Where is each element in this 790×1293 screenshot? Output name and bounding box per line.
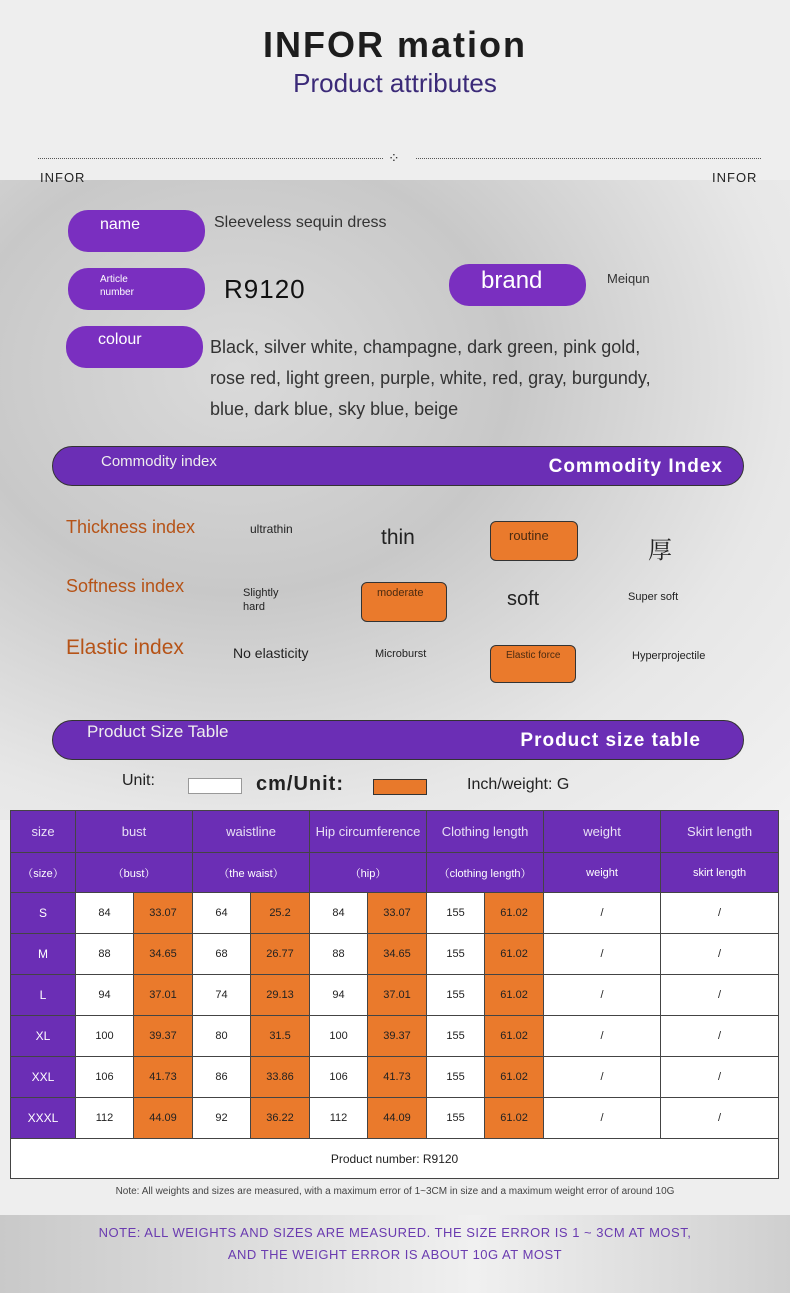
cell-waist-cm: 92 — [193, 1098, 251, 1139]
cell-hip-in: 41.73 — [368, 1057, 427, 1098]
subheader-size: （size） — [11, 853, 76, 893]
table-row — [11, 893, 779, 934]
table-footer-row — [11, 1139, 779, 1179]
subheader-waist: （the waist） — [193, 853, 310, 893]
colour-line-2: rose red, light green, purple, white, red, gray, burgundy, — [210, 368, 651, 388]
elastic-index-label: Elastic index — [66, 636, 184, 659]
note-big-line-2: AND THE WEIGHT ERROR IS ABOUT 10G AT MOST — [227, 1247, 563, 1262]
unit-label: Unit: — [122, 772, 155, 789]
cell-len-in: 61.02 — [485, 1016, 544, 1057]
note-big — [0, 1222, 790, 1266]
cell-hip-cm: 112 — [310, 1098, 368, 1139]
inch-weight-label: Inch/weight: G — [467, 776, 570, 793]
infor-label-right: INFOR — [712, 170, 758, 185]
product-size-table-bar — [52, 720, 744, 760]
article-label-line2: number — [100, 287, 134, 298]
softness-option-4: Super soft — [628, 591, 679, 603]
product-number: Product number: R9120 — [11, 1139, 779, 1179]
thickness-option-1: ultrathin — [250, 522, 293, 536]
size-table-right-label: Product size table — [520, 730, 701, 751]
header-waistline: waistline — [193, 811, 310, 853]
header-clothing-length: Clothing length — [427, 811, 544, 853]
thickness-option-4: 厚 — [648, 537, 672, 564]
cell-weight: / — [544, 1016, 661, 1057]
subheader-skirt-length: skirt length — [661, 853, 779, 893]
note-big-line-1: NOTE: ALL WEIGHTS AND SIZES ARE MEASURED. THE SIZE ERROR IS 1 ~ 3CM AT MOST, — [98, 1225, 692, 1240]
table-row — [11, 934, 779, 975]
name-pill — [68, 210, 205, 252]
cell-skirt: / — [661, 1098, 779, 1139]
cell-hip-cm: 100 — [310, 1016, 368, 1057]
cell-hip-cm: 106 — [310, 1057, 368, 1098]
elastic-option-selected: Elastic force — [490, 645, 576, 683]
thickness-option-selected: routine — [490, 521, 578, 561]
cm-unit-label: cm/Unit: — [256, 773, 344, 795]
cell-len-in: 61.02 — [485, 1098, 544, 1139]
softness-option-3: soft — [507, 588, 540, 610]
size-table — [10, 810, 779, 1179]
elastic-option-1: No elasticity — [233, 645, 309, 661]
cell-size: XXL — [11, 1057, 76, 1098]
cell-bust-cm: 100 — [76, 1016, 134, 1057]
article-number-value: R9120 — [224, 274, 306, 304]
cell-waist-cm: 80 — [193, 1016, 251, 1057]
divider-right — [416, 158, 761, 159]
cell-len-in: 61.02 — [485, 1057, 544, 1098]
header-bust: bust — [76, 811, 193, 853]
cell-waist-in: 31.5 — [251, 1016, 310, 1057]
cell-waist-cm: 86 — [193, 1057, 251, 1098]
subheader-weight: weight — [544, 853, 661, 893]
thickness-index-label: Thickness index — [66, 517, 196, 537]
cell-hip-in: 34.65 — [368, 934, 427, 975]
table-row — [11, 1057, 779, 1098]
cell-waist-cm: 74 — [193, 975, 251, 1016]
commodity-index-right-label: Commodity Index — [548, 456, 723, 477]
elastic-option-4: Hyperprojectile — [632, 650, 706, 662]
name-label: name — [100, 216, 141, 233]
colour-line-3: blue, dark blue, sky blue, beige — [210, 399, 459, 419]
cell-bust-cm: 94 — [76, 975, 134, 1016]
cell-hip-cm: 88 — [310, 934, 368, 975]
article-number-pill — [68, 268, 205, 310]
cell-size: XL — [11, 1016, 76, 1057]
colour-label: colour — [98, 331, 142, 348]
header-skirt-length: Skirt length — [661, 811, 779, 853]
commodity-index-left-label: Commodity index — [101, 453, 217, 470]
cell-bust-in: 41.73 — [134, 1057, 193, 1098]
cell-waist-in: 25.2 — [251, 893, 310, 934]
cell-hip-cm: 94 — [310, 975, 368, 1016]
cell-size: XXXL — [11, 1098, 76, 1139]
brand-label: brand — [481, 267, 543, 294]
cell-weight: / — [544, 1057, 661, 1098]
header-weight: weight — [544, 811, 661, 853]
table-header-row — [11, 811, 779, 853]
softness-index-label: Softness index — [66, 576, 185, 596]
cell-len-in: 61.02 — [485, 975, 544, 1016]
header-hip: Hip circumference — [310, 811, 427, 853]
cell-bust-cm: 112 — [76, 1098, 134, 1139]
cell-bust-cm: 106 — [76, 1057, 134, 1098]
cell-weight: / — [544, 934, 661, 975]
cell-bust-in: 33.07 — [134, 893, 193, 934]
cm-color-swatch — [188, 778, 242, 794]
brand-pill — [449, 264, 586, 306]
subheader-hip: （hip） — [310, 853, 427, 893]
cell-skirt: / — [661, 1016, 779, 1057]
subheader-bust: （bust） — [76, 853, 193, 893]
table-row — [11, 975, 779, 1016]
cell-hip-in: 39.37 — [368, 1016, 427, 1057]
cell-bust-in: 39.37 — [134, 1016, 193, 1057]
cell-size: S — [11, 893, 76, 934]
cell-len-cm: 155 — [427, 1057, 485, 1098]
note-small: Note: All weights and sizes are measured, with a maximum error of 1~3CM in size and a maximum weight error of around 10G — [115, 1186, 675, 1197]
article-label-line1: Article — [100, 274, 128, 285]
cell-waist-cm: 64 — [193, 893, 251, 934]
cell-bust-cm: 84 — [76, 893, 134, 934]
cell-len-cm: 155 — [427, 893, 485, 934]
size-rows — [11, 893, 779, 1139]
cell-len-cm: 155 — [427, 975, 485, 1016]
colour-pill — [66, 326, 203, 368]
cell-len-cm: 155 — [427, 1016, 485, 1057]
cell-bust-in: 44.09 — [134, 1098, 193, 1139]
cell-waist-in: 26.77 — [251, 934, 310, 975]
cell-weight: / — [544, 1098, 661, 1139]
name-value: Sleeveless sequin dress — [214, 214, 387, 231]
inch-color-swatch — [373, 779, 427, 795]
cell-hip-in: 33.07 — [368, 893, 427, 934]
cell-bust-cm: 88 — [76, 934, 134, 975]
commodity-index-bar — [52, 446, 744, 486]
cell-len-in: 61.02 — [485, 893, 544, 934]
cell-bust-in: 37.01 — [134, 975, 193, 1016]
elastic-option-2: Microburst — [375, 648, 427, 660]
page-subtitle: Product attributes — [293, 68, 497, 98]
cell-skirt: / — [661, 893, 779, 934]
cell-hip-in: 44.09 — [368, 1098, 427, 1139]
cell-len-cm: 155 — [427, 934, 485, 975]
cell-len-in: 61.02 — [485, 934, 544, 975]
colour-line-1: Black, silver white, champagne, dark green, pink gold, — [210, 337, 641, 357]
cell-size: L — [11, 975, 76, 1016]
page-title: INFOR mation — [263, 24, 527, 65]
softness-option-selected: moderate — [361, 582, 447, 622]
subheader-clothing-length: （clothing length） — [427, 853, 544, 893]
cell-size: M — [11, 934, 76, 975]
cell-weight: / — [544, 893, 661, 934]
cell-skirt: / — [661, 1057, 779, 1098]
divider-left — [38, 158, 383, 159]
cell-hip-cm: 84 — [310, 893, 368, 934]
cell-len-cm: 155 — [427, 1098, 485, 1139]
cell-hip-in: 37.01 — [368, 975, 427, 1016]
cell-skirt: / — [661, 934, 779, 975]
cell-weight: / — [544, 975, 661, 1016]
infor-label-left: INFOR — [40, 170, 86, 185]
size-table-left-label: Product Size Table — [87, 722, 229, 741]
cell-waist-in: 29.13 — [251, 975, 310, 1016]
cell-waist-in: 36.22 — [251, 1098, 310, 1139]
colour-value — [210, 332, 651, 425]
diamond-dots-icon: ⁘ — [388, 150, 400, 166]
cell-skirt: / — [661, 975, 779, 1016]
header-size: size — [11, 811, 76, 853]
table-row — [11, 1098, 779, 1139]
brand-value: Meiqun — [607, 271, 650, 286]
cell-bust-in: 34.65 — [134, 934, 193, 975]
cell-waist-cm: 68 — [193, 934, 251, 975]
table-subheader-row — [11, 853, 779, 893]
cell-waist-in: 33.86 — [251, 1057, 310, 1098]
thickness-option-2: thin — [381, 526, 415, 549]
table-row — [11, 1016, 779, 1057]
softness-option-1: Slightly hard — [243, 587, 279, 613]
